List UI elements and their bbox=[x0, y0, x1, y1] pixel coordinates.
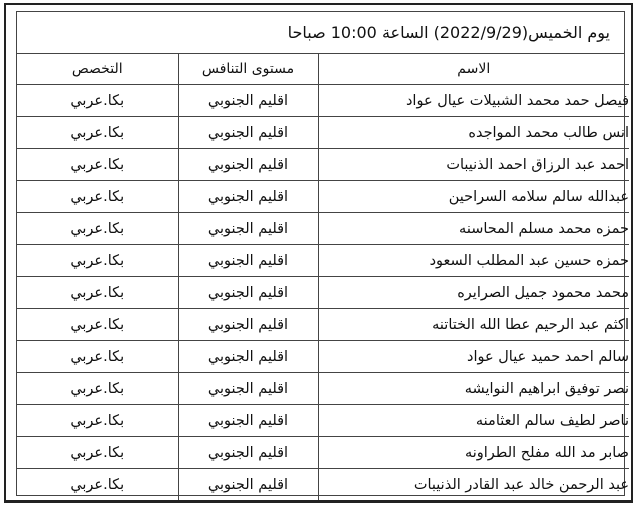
table-row bbox=[17, 373, 629, 405]
candidate-name-cell: صابر مد الله مفلح الطراونه bbox=[318, 437, 629, 469]
table-row bbox=[17, 117, 629, 149]
specialization-cell: بكا.عربي bbox=[17, 117, 178, 149]
competition-level-cell: اقليم الجنوبي bbox=[178, 85, 318, 117]
competition-level-cell: اقليم الجنوبي bbox=[178, 277, 318, 309]
specialization-cell: بكا.عربي bbox=[17, 277, 178, 309]
competition-level-cell: اقليم الجنوبي bbox=[178, 437, 318, 469]
session-date-header: يوم الخميس(2022/9/29) الساعة 10:00 صباحا bbox=[17, 12, 624, 54]
competition-level-cell: اقليم الجنوبي bbox=[178, 405, 318, 437]
schedule-sheet bbox=[16, 11, 629, 496]
table-row bbox=[17, 213, 629, 245]
competition-level-cell: اقليم الجنوبي bbox=[178, 469, 318, 501]
candidates-table bbox=[17, 54, 629, 500]
table-body bbox=[17, 85, 629, 501]
competition-level-cell: اقليم الجنوبي bbox=[178, 245, 318, 277]
candidate-name-cell: سالم احمد حميد عيال عواد bbox=[318, 341, 629, 373]
table-row bbox=[17, 181, 629, 213]
table-row bbox=[17, 437, 629, 469]
table-row bbox=[17, 85, 629, 117]
candidate-name-cell: انس طالب محمد المواجده bbox=[318, 117, 629, 149]
candidate-name-cell: حمزه محمد مسلم المحاسنه bbox=[318, 213, 629, 245]
table-row bbox=[17, 309, 629, 341]
table-row bbox=[17, 245, 629, 277]
specialization-cell: بكا.عربي bbox=[17, 405, 178, 437]
candidate-name-cell: نصر توفيق ابراهيم النوايشه bbox=[318, 373, 629, 405]
candidate-name-cell: ناصر لطيف سالم العثامنه bbox=[318, 405, 629, 437]
column-header-specialization: التخصص bbox=[17, 54, 178, 85]
specialization-cell: بكا.عربي bbox=[17, 373, 178, 405]
table-row bbox=[17, 149, 629, 181]
specialization-cell: بكا.عربي bbox=[17, 437, 178, 469]
candidate-name-cell: حمزه حسين عبد المطلب السعود bbox=[318, 245, 629, 277]
table-row bbox=[17, 341, 629, 373]
column-header-name: الاسم bbox=[318, 54, 629, 85]
table-row bbox=[17, 277, 629, 309]
specialization-cell: بكا.عربي bbox=[17, 149, 178, 181]
competition-level-cell: اقليم الجنوبي bbox=[178, 149, 318, 181]
candidate-name-cell: فيصل حمد محمد الشبيلات عيال عواد bbox=[318, 85, 629, 117]
table-row bbox=[17, 405, 629, 437]
specialization-cell: بكا.عربي bbox=[17, 213, 178, 245]
competition-level-cell: اقليم الجنوبي bbox=[178, 373, 318, 405]
table-row bbox=[17, 469, 629, 501]
candidate-name-cell: محمد محمود جميل الصرايره bbox=[318, 277, 629, 309]
candidate-name-cell: عبد الرحمن خالد عبد القادر الذنيبات bbox=[318, 469, 629, 501]
competition-level-cell: اقليم الجنوبي bbox=[178, 341, 318, 373]
competition-level-cell: اقليم الجنوبي bbox=[178, 309, 318, 341]
competition-level-cell: اقليم الجنوبي bbox=[178, 213, 318, 245]
specialization-cell: بكا.عربي bbox=[17, 309, 178, 341]
specialization-cell: بكا.عربي bbox=[17, 245, 178, 277]
candidate-name-cell: عبدالله سالم سلامه السراحين bbox=[318, 181, 629, 213]
competition-level-cell: اقليم الجنوبي bbox=[178, 117, 318, 149]
specialization-cell: بكا.عربي bbox=[17, 341, 178, 373]
column-header-level: مستوى التنافس bbox=[178, 54, 318, 85]
competition-level-cell: اقليم الجنوبي bbox=[178, 181, 318, 213]
table-header-row bbox=[17, 54, 629, 85]
specialization-cell: بكا.عربي bbox=[17, 469, 178, 501]
candidate-name-cell: اكثم عبد الرحيم عطا الله الختاتنه bbox=[318, 309, 629, 341]
specialization-cell: بكا.عربي bbox=[17, 181, 178, 213]
specialization-cell: بكا.عربي bbox=[17, 85, 178, 117]
candidate-name-cell: احمد عبد الرزاق احمد الذنيبات bbox=[318, 149, 629, 181]
document-frame bbox=[4, 3, 633, 503]
